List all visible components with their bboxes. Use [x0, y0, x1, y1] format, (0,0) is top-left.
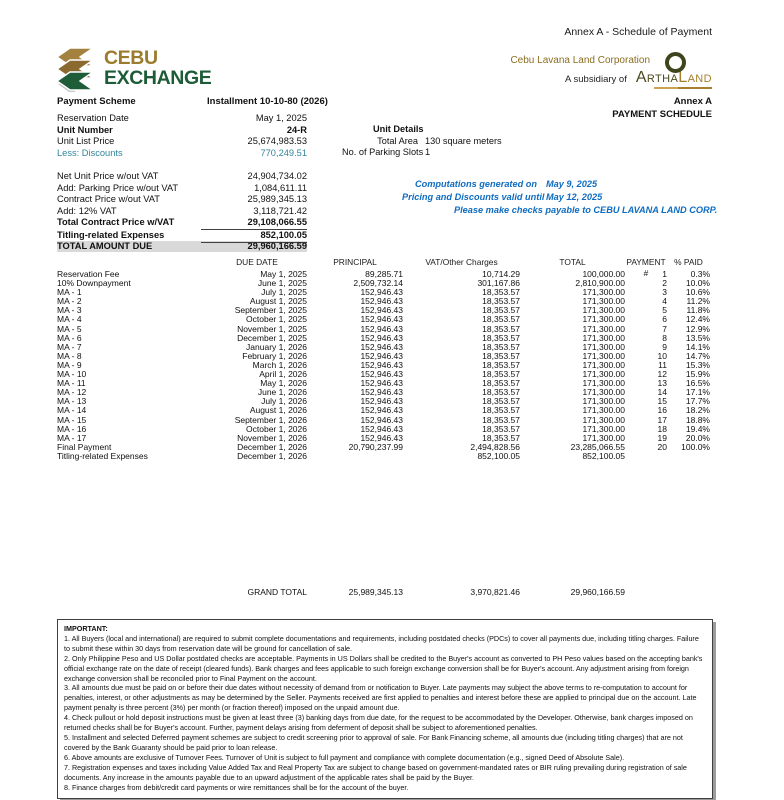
percent-paid: 0.3% — [690, 269, 710, 279]
total: 852,100.05 — [582, 450, 625, 461]
unit-detail-row — [342, 136, 502, 148]
vat-charges: 18,353.57 — [482, 396, 520, 407]
total: 171,300.00 — [582, 378, 625, 389]
payment-label: MA - 8 — [57, 350, 82, 361]
subsidiary-note: A subsidiary of — [565, 74, 627, 85]
payment-number: 10 — [657, 350, 667, 361]
principal: 89,285.71 — [365, 269, 403, 279]
payment-number: 11 — [658, 359, 667, 370]
logo-wordmark — [104, 48, 211, 88]
due-date: August 1, 2026 — [249, 405, 307, 416]
important-title: IMPORTANT: — [64, 624, 108, 633]
price-summary — [57, 113, 307, 252]
summary-label: Net Unit Price w/out VAT — [57, 170, 159, 181]
payment-number: 20 — [657, 441, 667, 452]
vat-charges: 18,353.57 — [482, 405, 520, 416]
payment-number: 14 — [657, 387, 667, 398]
due-date: July 1, 2026 — [261, 396, 307, 407]
grand-total-row — [57, 587, 710, 597]
principal: 152,946.43 — [360, 423, 403, 434]
due-date: June 1, 2025 — [257, 278, 307, 289]
payment-label: Final Payment — [57, 441, 112, 452]
grand-total-label: GRAND TOTAL — [247, 587, 307, 597]
header-percent-paid: % PAID — [674, 257, 703, 267]
computations-date: May 9, 2025 — [546, 179, 598, 189]
payment-number: 13 — [657, 378, 667, 389]
principal: 20,790,237.99 — [348, 441, 403, 452]
principal: 152,946.43 — [360, 359, 403, 370]
computations-generated-line — [402, 178, 717, 191]
vat-charges: 18,353.57 — [482, 423, 520, 434]
header-vat-charges: VAT/Other Charges — [425, 257, 498, 267]
payment-number: 3 — [662, 287, 667, 298]
summary-value: May 1, 2025 — [255, 113, 307, 123]
summary-value: 29,108,066.55 — [247, 217, 307, 228]
header-payment-number: PAYMENT # — [626, 257, 666, 278]
important-item: 8. Finance charges from debit/credit card payments or wire remittances shall be for the account of the buyer. — [64, 782, 409, 792]
validity-line — [402, 191, 717, 204]
percent-paid: 10.0% — [685, 278, 710, 289]
total: 171,300.00 — [582, 414, 625, 425]
cebu-exchange-chevron-icon — [57, 48, 99, 94]
total: 171,300.00 — [582, 423, 625, 434]
due-date: February 1, 2026 — [242, 350, 307, 361]
payment-number: 2 — [662, 278, 667, 289]
payment-number: 5 — [662, 305, 667, 316]
summary-row — [57, 217, 307, 229]
principal: 152,946.43 — [360, 387, 403, 398]
payment-label: MA - 16 — [57, 423, 87, 434]
payment-label: MA - 1 — [57, 287, 82, 298]
principal: 152,946.43 — [360, 296, 403, 307]
vat-charges: 18,353.57 — [482, 296, 520, 307]
percent-paid: 14.1% — [685, 341, 710, 352]
total: 171,300.00 — [582, 369, 625, 380]
summary-label: Titling-related Expenses — [57, 229, 165, 240]
payment-number: 16 — [657, 405, 667, 416]
payment-label: MA - 13 — [57, 396, 87, 407]
header-due-date: DUE DATE — [236, 257, 278, 267]
percent-paid: 13.5% — [685, 332, 710, 343]
payment-label: MA - 7 — [57, 341, 82, 352]
computation-notes — [402, 178, 717, 217]
payment-number — [625, 452, 667, 461]
principal: 152,946.43 — [360, 323, 403, 334]
payment-scheme-value: Installment 10-10-80 (2026) — [207, 96, 328, 107]
total: 171,300.00 — [582, 332, 625, 343]
percent-paid: 15.9% — [685, 369, 710, 380]
percent-paid: 11.8% — [686, 305, 710, 316]
due-date: October 1, 2026 — [246, 423, 307, 434]
vat-charges: 18,353.57 — [482, 332, 520, 343]
principal: 152,946.43 — [360, 396, 403, 407]
annex-a-label: Annex A — [673, 96, 712, 107]
summary-row — [57, 206, 307, 218]
grand-total-principal: 25,989,345.13 — [348, 587, 403, 597]
principal: 152,946.43 — [360, 414, 403, 425]
summary-row — [57, 229, 307, 241]
principal: 152,946.43 — [360, 287, 403, 298]
computations-label: Computations generated on — [415, 179, 537, 189]
payment-number: 9 — [662, 341, 667, 352]
summary-label: Unit Number — [57, 124, 113, 135]
percent-paid: 16.5% — [685, 378, 710, 389]
payment-label: MA - 5 — [57, 323, 82, 334]
important-item: 2. Only Philippine Peso and US Dollar postdated checks are acceptable. Payments in US Dollars shall be credited to the Buyer's account as converted to PH Peso values based on the accepting bank's official exchange rate on the date of receipt (cleared funds). Bank charges and fees applicable to such foreign exchange conversion shall be for Buyer's account. Any adjustment arising from foreign exchange conversion shall be reconciled prior to Final Payment on the account. — [64, 653, 703, 683]
vat-charges: 18,353.57 — [482, 432, 520, 443]
payment-number: 4 — [662, 296, 667, 307]
percent-paid: 11.2% — [686, 296, 710, 307]
vat-charges: 18,353.57 — [482, 369, 520, 380]
payment-label: Titling-related Expenses — [57, 450, 148, 461]
payment-schedule-table — [57, 270, 710, 461]
unit-details-title: Unit Details — [373, 124, 424, 134]
unit-detail-value: 1 — [425, 147, 431, 158]
important-item: 5. Installment and selected Deferred payment schemes are subject to credit screening prior to approval of sale. For Bank Financing scheme, all amounts due (including titling charges) that are not covered by the Bank Guaranty should be paid prior to loan release. — [64, 732, 683, 752]
principal: 152,946.43 — [360, 369, 403, 380]
wordmark-land: Land — [678, 69, 712, 89]
summary-row — [57, 241, 307, 253]
checks-payable-note: Please make checks payable to CEBU LAVANA LAND CORP. — [454, 205, 718, 215]
vat-charges: 18,353.57 — [482, 287, 520, 298]
percent-paid — [667, 452, 710, 461]
vat-charges: 18,353.57 — [482, 350, 520, 361]
due-date: November 1, 2026 — [237, 432, 307, 443]
grand-total-empty-1 — [625, 587, 667, 597]
due-date: May 1, 2026 — [260, 378, 307, 389]
total: 23,285,066.55 — [570, 441, 625, 452]
payment-label: MA - 6 — [57, 332, 82, 343]
principal: 152,946.43 — [360, 305, 403, 316]
important-item: 4. Check pullout or hold deposit instructions must be given at least three (3) banking days from due date, for the request to be accommodated by the Developer. Otherwise, bank charges imposed on returned checks shall be for Buyer's account. Further, payment delays arising from deferment of deposit shall be subject to aforementioned penalties. — [64, 713, 693, 733]
total: 171,300.00 — [582, 432, 625, 443]
header-principal: PRINCIPAL — [333, 257, 377, 267]
summary-label: Total Contract Price w/VAT — [57, 217, 175, 228]
percent-paid: 12.4% — [685, 314, 710, 325]
cebu-exchange-logo — [57, 48, 211, 94]
payment-label: MA - 17 — [57, 432, 87, 443]
summary-label: TOTAL AMOUNT DUE — [57, 240, 153, 251]
summary-row — [57, 113, 307, 125]
vat-charges: 301,167.86 — [477, 278, 520, 289]
total: 2,810,900.00 — [575, 278, 625, 289]
validity-date: May 12, 2025 — [546, 192, 603, 202]
percent-paid: 15.3% — [685, 359, 710, 370]
summary-row — [57, 171, 307, 183]
arthaland-ring-icon — [665, 52, 686, 73]
percent-paid: 17.7% — [685, 396, 710, 407]
summary-value: 24-R — [286, 124, 307, 135]
unit-detail-row — [342, 147, 502, 159]
percent-paid: 20.0% — [685, 432, 710, 443]
payment-number: 7 — [662, 323, 667, 334]
total: 100,000.00 — [582, 269, 625, 279]
principal: 152,946.43 — [360, 405, 403, 416]
grand-total-spacer — [57, 587, 207, 597]
payment-number: 12 — [657, 369, 667, 380]
summary-label: Unit List Price — [57, 136, 115, 147]
due-date: July 1, 2025 — [261, 287, 307, 298]
due-date: March 1, 2026 — [252, 359, 307, 370]
validity-label: Pricing and Discounts valid until — [402, 192, 545, 202]
principal: 152,946.43 — [360, 314, 403, 325]
summary-value: 770,249.51 — [260, 147, 307, 158]
payment-label: MA - 3 — [57, 305, 82, 316]
unit-details-rows — [342, 136, 502, 159]
summary-label: Less: Discounts — [57, 147, 123, 158]
logo-text-cebu: CEBU — [104, 47, 158, 69]
vat-charges: 852,100.05 — [477, 450, 520, 461]
total: 171,300.00 — [582, 405, 625, 416]
important-item: 1. All Buyers (local and international) are required to submit complete documentations and requirements, including postdated checks (PDCs) to cover all payments due, including titling charges. Failure to submit these within 30 days from reservation date will be ground for cancellation of sale. — [64, 633, 699, 653]
summary-value: 25,674,983.53 — [247, 136, 307, 147]
due-date: September 1, 2025 — [234, 305, 307, 316]
due-date: November 1, 2025 — [237, 323, 307, 334]
percent-paid: 17.1% — [685, 387, 710, 398]
percent-paid: 18.8% — [685, 414, 710, 425]
due-date: August 1, 2025 — [249, 296, 307, 307]
summary-value: 1,084,611.11 — [254, 182, 307, 193]
schedule-row — [57, 452, 710, 461]
principal: 152,946.43 — [360, 350, 403, 361]
vat-charges: 2,494,828.56 — [470, 441, 520, 452]
important-items — [64, 634, 706, 793]
total: 171,300.00 — [582, 341, 625, 352]
payment-scheme-label: Payment Scheme — [57, 96, 136, 107]
wordmark-artha: Artha — [635, 69, 679, 86]
percent-paid: 10.6% — [685, 287, 710, 298]
due-date: May 1, 2025 — [260, 269, 307, 279]
unit-detail-value: 130 square meters — [425, 135, 502, 146]
principal — [307, 452, 403, 461]
unit-detail-label: Total Area — [377, 135, 418, 146]
principal: 152,946.43 — [360, 378, 403, 389]
summary-row — [57, 136, 307, 148]
unit-details — [342, 124, 502, 159]
grand-total-empty-2 — [667, 587, 710, 597]
total: 171,300.00 — [582, 359, 625, 370]
due-date: December 1, 2025 — [237, 332, 307, 343]
due-date: April 1, 2026 — [259, 369, 307, 380]
percent-paid: 12.9% — [685, 323, 710, 334]
total: 171,300.00 — [582, 296, 625, 307]
payment-label: MA - 10 — [57, 369, 87, 380]
payment-label: 10% Downpayment — [57, 278, 131, 289]
header-total: TOTAL — [559, 257, 586, 267]
summary-row — [57, 183, 307, 195]
vat-charges: 10,714.29 — [482, 269, 520, 279]
total: 171,300.00 — [582, 305, 625, 316]
percent-paid: 19.4% — [685, 423, 710, 434]
company-name: Cebu Lavana Land Corporation — [510, 55, 650, 66]
percent-paid: 100.0% — [681, 441, 710, 452]
total: 171,300.00 — [582, 350, 625, 361]
payment-number: 8 — [662, 332, 667, 343]
unit-detail-label: No. of Parking Slots — [342, 147, 424, 158]
principal: 152,946.43 — [360, 432, 403, 443]
payment-number: 15 — [657, 396, 667, 407]
payment-number: 1 — [662, 269, 667, 279]
important-notes-box — [57, 619, 713, 799]
summary-label: Add: Parking Price w/out VAT — [57, 182, 179, 193]
summary-value: 29,960,166.59 — [247, 240, 307, 251]
principal: 2,509,732.14 — [353, 278, 403, 289]
percent-paid: 14.7% — [685, 350, 710, 361]
payment-label: MA - 2 — [57, 296, 82, 307]
summary-label: Contract Price w/out VAT — [57, 194, 160, 205]
grand-total-amount: 29,960,166.59 — [570, 587, 625, 597]
summary-value: 25,989,345.13 — [247, 194, 307, 205]
percent-paid: 18.2% — [685, 405, 710, 416]
total: 171,300.00 — [582, 287, 625, 298]
payment-schedule-label: PAYMENT SCHEDULE — [612, 109, 712, 120]
total: 171,300.00 — [582, 314, 625, 325]
summary-label: Add: 12% VAT — [57, 205, 117, 216]
logo-text-exchange: EXCHANGE — [104, 67, 212, 89]
payment-label: Reservation Fee — [57, 269, 120, 279]
payment-label: MA - 9 — [57, 359, 82, 370]
vat-charges: 18,353.57 — [482, 314, 520, 325]
summary-row — [57, 194, 307, 206]
summary-row — [57, 125, 307, 137]
total: 171,300.00 — [582, 396, 625, 407]
vat-charges: 18,353.57 — [482, 323, 520, 334]
payment-label: MA - 14 — [57, 405, 87, 416]
annex-title: Annex A - Schedule of Payment — [564, 26, 712, 38]
important-item: 6. Above amounts are exclusive of Turnover Fees. Turnover of Unit is subject to full payment and compliance with complete documentation (e.g., signed Deed of Absolute Sale). — [64, 752, 625, 762]
summary-value: 852,100.05 — [201, 229, 307, 243]
payment-number: 6 — [662, 314, 667, 325]
developer-brand-block — [462, 55, 712, 89]
total: 171,300.00 — [582, 323, 625, 334]
due-date: September 1, 2026 — [234, 414, 307, 425]
payment-label: MA - 12 — [57, 387, 87, 398]
summary-label: Reservation Date — [57, 113, 129, 123]
vat-charges: 18,353.57 — [482, 341, 520, 352]
due-date: January 1, 2026 — [246, 341, 307, 352]
summary-value: 24,904,734.02 — [247, 170, 307, 181]
payment-label: MA - 4 — [57, 314, 82, 325]
payment-label: MA - 11 — [57, 378, 86, 389]
vat-charges: 18,353.57 — [482, 359, 520, 370]
due-date: October 1, 2025 — [246, 314, 307, 325]
important-item: 7. Registration expenses and taxes including Value Added Tax and Real Property Tax are subject to change based on government-mandated rates or BIR ruling prevailing during registration of sale documents. Any increase in the amounts payable due to an upward adjustment of the applicable rates shall be paid by the Buyer. — [64, 762, 687, 782]
grand-total-vat: 3,970,821.46 — [470, 587, 520, 597]
principal: 152,946.43 — [360, 332, 403, 343]
payment-label: MA - 15 — [57, 414, 87, 425]
payment-number: 17 — [657, 414, 667, 425]
vat-charges: 18,353.57 — [482, 414, 520, 425]
principal: 152,946.43 — [360, 341, 403, 352]
total: 171,300.00 — [582, 387, 625, 398]
due-date: December 1, 2026 — [237, 441, 307, 452]
payment-number: 19 — [657, 432, 667, 443]
vat-charges: 18,353.57 — [482, 305, 520, 316]
important-item: 3. All amounts due must be paid on or before their due dates without necessity of demand from or notification to Buyer. Late payments may subject the above terms to re-computation to account for penalties, interest, or other adjustments as may be determined by the Seller. Payments received are first applied to penalties and interest before these are applied to principal due on the account. Late payment penalty is three percent (3%) per month (or fraction thereof) imposed on the unpaid amount due. — [64, 683, 697, 713]
summary-row — [57, 148, 307, 160]
vat-charges: 18,353.57 — [482, 387, 520, 398]
due-date: December 1, 2026 — [237, 450, 307, 461]
vat-charges: 18,353.57 — [482, 378, 520, 389]
payment-number: 18 — [657, 423, 667, 434]
summary-value: 3,118,721.42 — [253, 205, 307, 216]
due-date: June 1, 2026 — [257, 387, 307, 398]
